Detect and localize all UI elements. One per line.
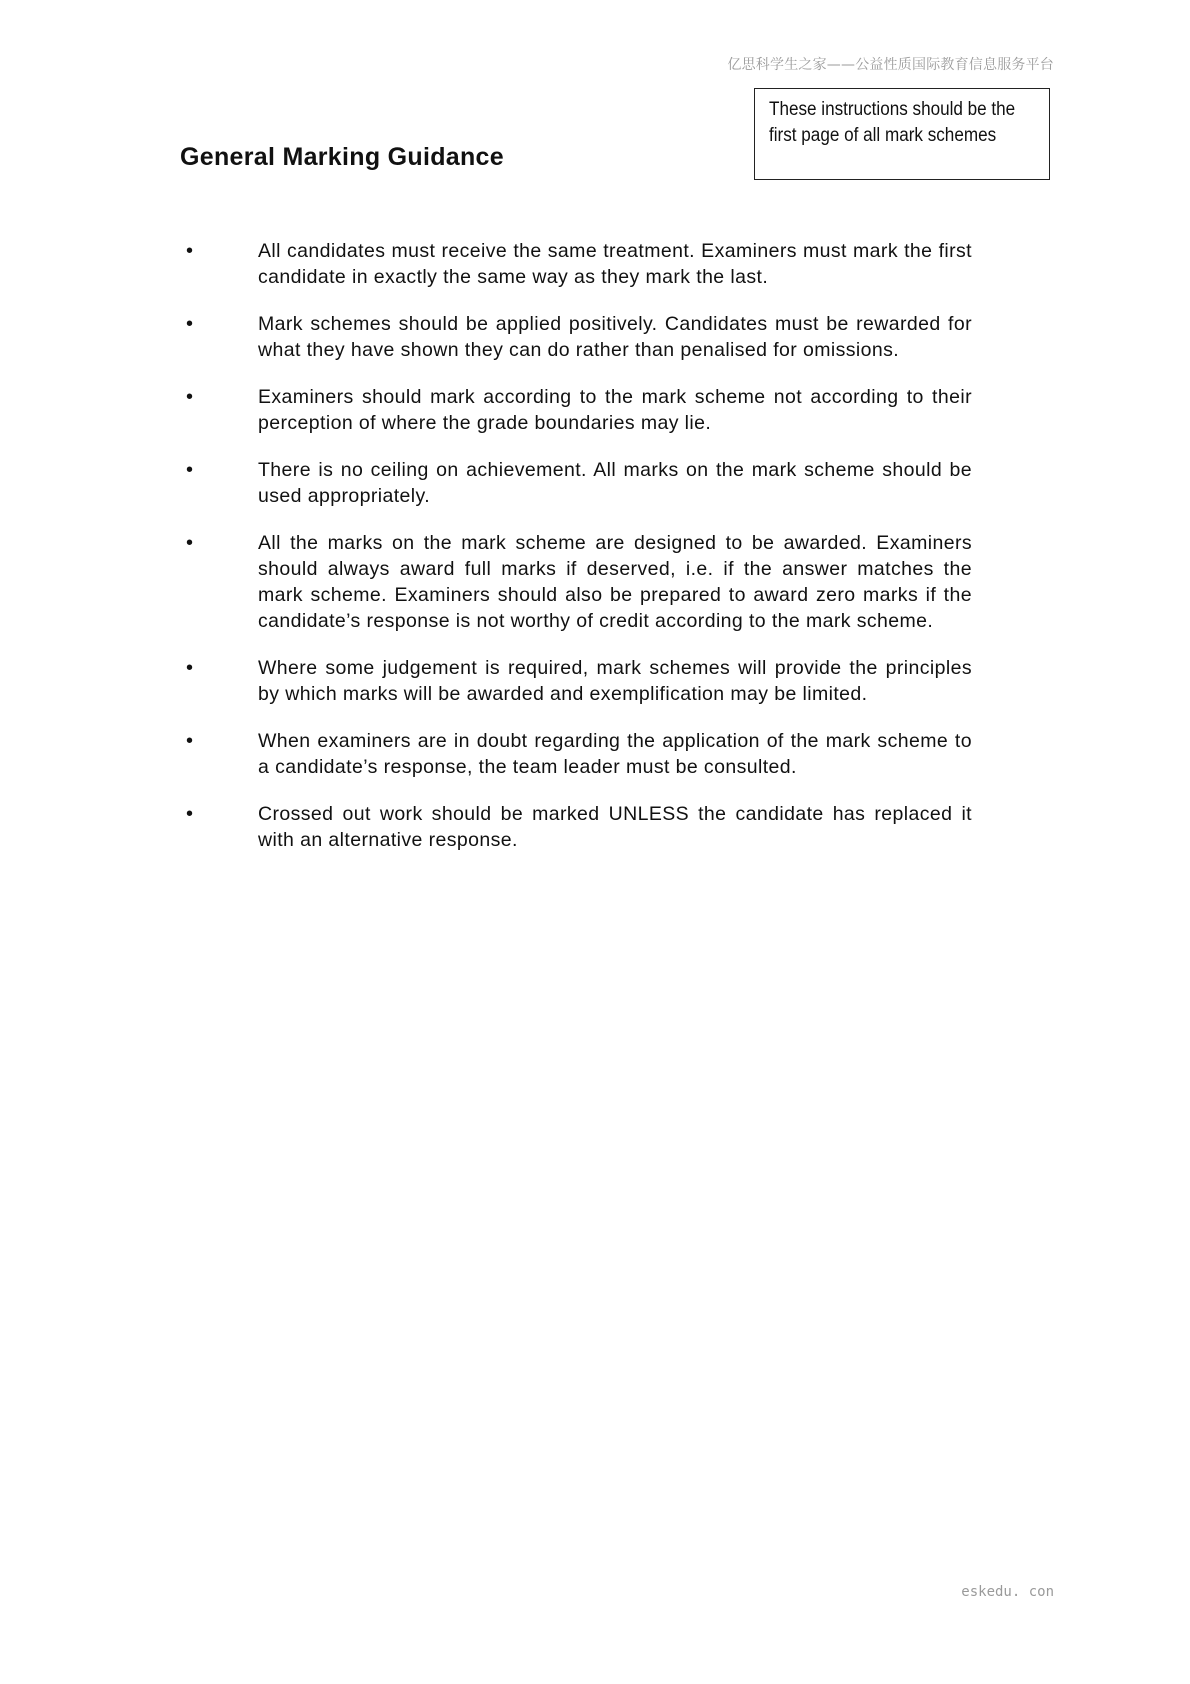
guidance-text: Mark schemes should be applied positively. Candidates must be rewarded for what they have shown they can do rather than penalised for omissions. bbox=[258, 313, 972, 361]
bullet-icon: • bbox=[186, 313, 194, 335]
guidance-text: Crossed out work should be marked UNLESS the candidate has replaced it with an alternative response. bbox=[258, 803, 972, 851]
bullet-icon: • bbox=[186, 657, 194, 679]
page-title: General Marking Guidance bbox=[180, 143, 504, 171]
footer-watermark: eskedu. con bbox=[961, 1584, 1054, 1600]
guidance-list bbox=[180, 238, 972, 874]
bullet-icon: • bbox=[186, 730, 194, 752]
bullet-icon: • bbox=[186, 532, 194, 554]
guidance-item bbox=[180, 238, 972, 290]
guidance-item bbox=[180, 728, 972, 780]
guidance-item bbox=[180, 801, 972, 853]
guidance-text: All the marks on the mark scheme are designed to be awarded. Examiners should always award full marks if deserved, i.e. if the answer matches the mark scheme. Examiners should also be prepared to award zero marks if the candidate’s response is not worthy of credit according to the mark scheme. bbox=[258, 532, 972, 632]
guidance-text: All candidates must receive the same treatment. Examiners must mark the first candidate in exactly the same way as they mark the last. bbox=[258, 240, 972, 288]
guidance-text: When examiners are in doubt regarding the application of the mark scheme to a candidate’s response, the team leader must be consulted. bbox=[258, 730, 972, 778]
guidance-item bbox=[180, 655, 972, 707]
guidance-text: There is no ceiling on achievement. All marks on the mark scheme should be used appropriately. bbox=[258, 459, 972, 507]
instruction-note-box bbox=[754, 88, 1050, 180]
header-watermark: 亿思科学生之家——公益性质国际教育信息服务平台 bbox=[727, 57, 1054, 73]
guidance-item bbox=[180, 530, 972, 634]
guidance-text: Where some judgement is required, mark schemes will provide the principles by which marks will be awarded and exemplification may be limited. bbox=[258, 657, 972, 705]
bullet-icon: • bbox=[186, 803, 194, 825]
note-line-1: These instructions should be the bbox=[769, 99, 1016, 120]
note-line-2: first page of all mark schemes bbox=[769, 125, 997, 146]
guidance-item bbox=[180, 384, 972, 436]
bullet-icon: • bbox=[186, 240, 194, 262]
guidance-item bbox=[180, 457, 972, 509]
bullet-icon: • bbox=[186, 459, 194, 481]
guidance-item bbox=[180, 311, 972, 363]
bullet-icon: • bbox=[186, 386, 194, 408]
guidance-text: Examiners should mark according to the mark scheme not according to their perception of where the grade boundaries may lie. bbox=[258, 386, 972, 434]
